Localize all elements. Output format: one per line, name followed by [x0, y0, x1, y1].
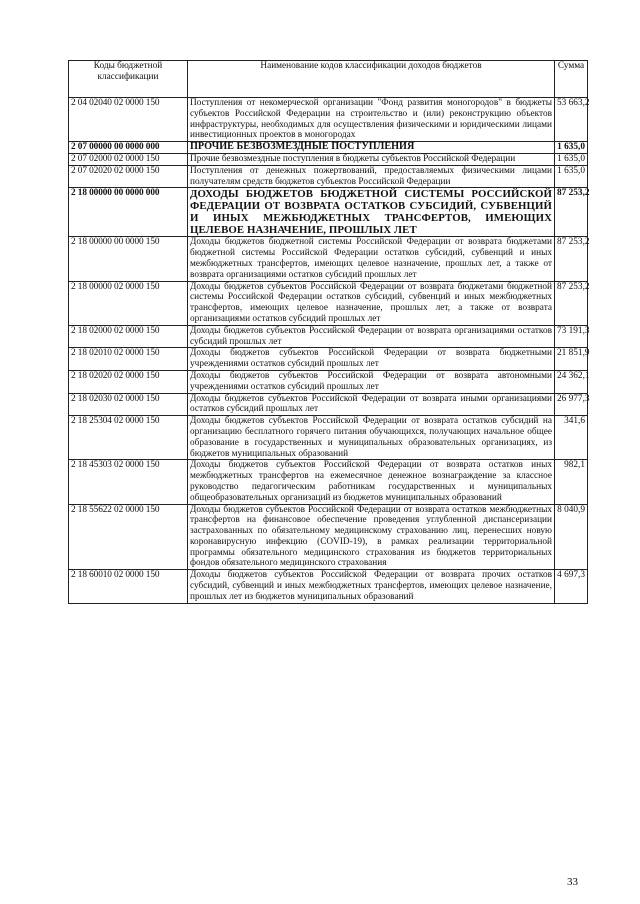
row-code: 2 07 02000 02 0000 150 [69, 153, 188, 165]
table-row [69, 504, 588, 570]
table-row [69, 460, 588, 504]
row-sum: 73 191,3 [555, 325, 588, 348]
row-name: Доходы бюджетов бюджетной системы Российской Федерации от возврата бюджетами бюджетной системы Российской Федерации остатков субсидий, субвенций и иных межбюджетных трансфертов, имеющих целевое назначение, прошлых лет, а также от возврата организациями остатков субсидий прошлых лет [188, 237, 555, 281]
row-code: 2 18 00000 00 0000 150 [69, 237, 188, 281]
table-row [69, 188, 588, 237]
table-row [69, 142, 588, 154]
row-sum: 21 851,9 [555, 348, 588, 371]
row-code: 2 18 45303 02 0000 150 [69, 460, 188, 504]
row-name: Доходы бюджетов субъектов Российской Федерации от возврата остатков субсидий на организацию бесплатного горячего питания обучающихся, получающих начальное общее образование в государственных и муниципальных образовательных организациях, из бюджетов муниципальных образований [188, 416, 555, 460]
row-code: 2 07 02020 02 0000 150 [69, 165, 188, 188]
row-sum: 53 663,2 [555, 98, 588, 142]
row-name: ПРОЧИЕ БЕЗВОЗМЕЗДНЫЕ ПОСТУПЛЕНИЯ [188, 142, 555, 154]
row-code: 2 18 02020 02 0000 150 [69, 370, 188, 393]
row-sum: 26 977,3 [555, 393, 588, 416]
row-sum: 982,1 [555, 460, 588, 504]
table-row [69, 393, 588, 416]
row-sum: 24 362,1 [555, 370, 588, 393]
row-name: Доходы бюджетов субъектов Российской Федерации от возврата иными организациями остатков субсидий прошлых лет [188, 393, 555, 416]
row-sum: 4 697,3 [555, 570, 588, 603]
table-header-row [69, 61, 588, 98]
revenue-table [68, 60, 588, 604]
table-row [69, 370, 588, 393]
row-code: 2 18 02000 02 0000 150 [69, 325, 188, 348]
table-row [69, 153, 588, 165]
row-name: Прочие безвозмездные поступления в бюджеты субъектов Российской Федерации [188, 153, 555, 165]
row-code: 2 18 00000 02 0000 150 [69, 281, 188, 325]
row-sum: 8 040,9 [555, 504, 588, 570]
row-name: Доходы бюджетов субъектов Российской Федерации от возврата бюджетными учреждениями остатков субсидий прошлых лет [188, 348, 555, 371]
row-sum: 87 253,2 [555, 237, 588, 281]
row-code: 2 18 02010 02 0000 150 [69, 348, 188, 371]
row-code: 2 18 55622 02 0000 150 [69, 504, 188, 570]
header-code: Коды бюджетной классификации [69, 61, 188, 98]
row-sum: 1 635,0 [555, 142, 588, 154]
header-name: Наименование кодов классификации доходов бюджетов [188, 61, 555, 98]
table-row [69, 281, 588, 325]
row-name: Поступления от некомерческой организации "Фонд развития моногородов" в бюджеты субъектов Российской Федерации на строительство и (или) реконструкцию объектов инфраструктуры, необходимых для осуществления физическими и юридическими лицами инвестиционных проектов в моногородах [188, 98, 555, 142]
table-row [69, 165, 588, 188]
table-row [69, 98, 588, 142]
table-row [69, 348, 588, 371]
row-name: ДОХОДЫ БЮДЖЕТОВ БЮДЖЕТНОЙ СИСТЕМЫ РОССИЙСКОЙ ФЕДЕРАЦИИ ОТ ВОЗВРАТА ОСТАТКОВ СУБСИДИЙ, СУБВЕНЦИЙ И ИНЫХ МЕЖБЮДЖЕТНЫХ ТРАНСФЕРТОВ, ИМЕЮЩИХ ЦЕЛЕВОЕ НАЗНАЧЕНИЕ, ПРОШЛЫХ ЛЕТ [188, 188, 555, 237]
row-sum: 87 253,2 [555, 281, 588, 325]
row-code: 2 18 60010 02 0000 150 [69, 570, 188, 603]
row-name: Доходы бюджетов субъектов Российской Федерации от возврата организациями остатков субсидий прошлых лет [188, 325, 555, 348]
row-code: 2 18 25304 02 0000 150 [69, 416, 188, 460]
table-row [69, 325, 588, 348]
row-sum: 341,6 [555, 416, 588, 460]
row-sum: 1 635,0 [555, 165, 588, 188]
row-name: Доходы бюджетов субъектов Российской Федерации от возврата остатков межбюджетных трансфертов на финансовое обеспечение проведения углубленной диспансеризации застрахованных по обязательному медицинскому страхованию лиц, перенесших новую коронавирусную инфекцию (COVID-19), в рамках реализации территориальной программы обязательного медицинского страхования из бюджетов территориальных фондов обязательного медицинского страхования [188, 504, 555, 570]
row-name: Доходы бюджетов субъектов Российской Федерации от возврата автономными учреждениями остатков субсидий прошлых лет [188, 370, 555, 393]
table-row [69, 416, 588, 460]
row-sum: 87 253,2 [555, 188, 588, 237]
row-name: Доходы бюджетов субъектов Российской Федерации от возврата остатков иных межбюджетных трансфертов на ежемесячное денежное вознаграждение за классное руководство педагогическим работникам государственных и муниципальных общеобразовательных организаций из бюджетов муниципальных образований [188, 460, 555, 504]
row-code: 2 04 02040 02 0000 150 [69, 98, 188, 142]
row-code: 2 18 02030 02 0000 150 [69, 393, 188, 416]
row-name: Доходы бюджетов субъектов Российской Федерации от возврата прочих остатков субсидий, субвенций и иных межбюджетных трансфертов, имеющих целевое назначение, прошлых лет из бюджетов муниципальных образований [188, 570, 555, 603]
row-sum: 1 635,0 [555, 153, 588, 165]
row-code: 2 18 00000 00 0000 000 [69, 188, 188, 237]
table-row [69, 570, 588, 603]
page-number: 33 [567, 876, 578, 888]
row-code: 2 07 00000 00 0000 000 [69, 142, 188, 154]
row-name: Доходы бюджетов субъектов Российской Федерации от возврата бюджетами бюджетной системы Российской Федерации остатков субсидий, субвенций и иных межбюджетных трансфертов, имеющих целевое назначение, прошлых лет, а также от возврата организациями остатков субсидий прошлых лет [188, 281, 555, 325]
row-name: Поступления от денежных пожертвований, предоставляемых физическими лицами получателям средств бюджетов субъектов Российской Федерации [188, 165, 555, 188]
table-row [69, 237, 588, 281]
header-sum: Сумма [555, 61, 588, 98]
